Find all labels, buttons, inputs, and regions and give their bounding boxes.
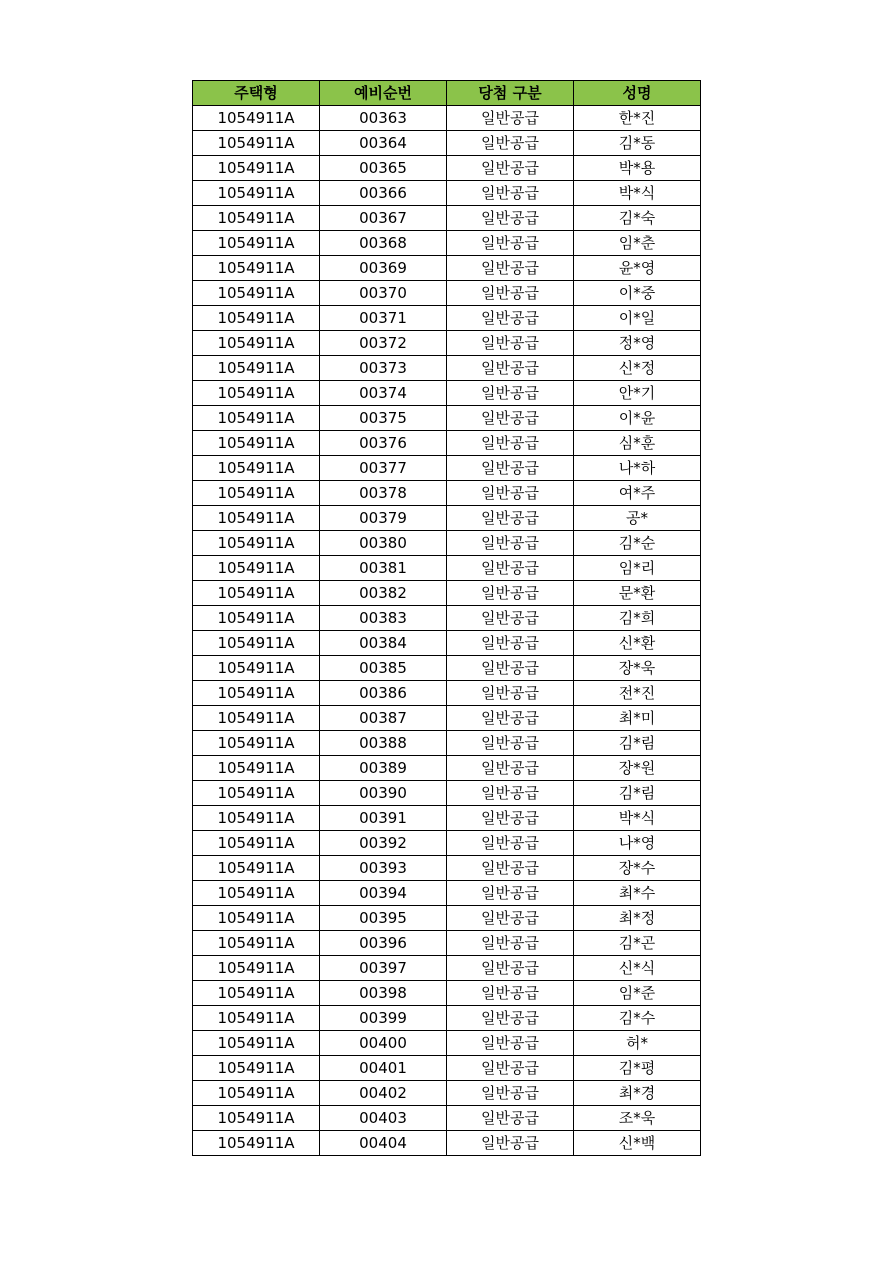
- cell-housing-type: 1054911A: [193, 1106, 320, 1131]
- cell-name: 김*순: [574, 531, 701, 556]
- table-row: [193, 431, 701, 456]
- cell-name: 임*리: [574, 556, 701, 581]
- cell-winning-category: 일반공급: [447, 281, 574, 306]
- cell-winning-category: 일반공급: [447, 881, 574, 906]
- table-header-row: [193, 81, 701, 106]
- cell-housing-type: 1054911A: [193, 181, 320, 206]
- cell-housing-type: 1054911A: [193, 106, 320, 131]
- cell-winning-category: 일반공급: [447, 656, 574, 681]
- table-row: [193, 456, 701, 481]
- cell-winning-category: 일반공급: [447, 181, 574, 206]
- cell-housing-type: 1054911A: [193, 606, 320, 631]
- cell-reserve-number: 00403: [320, 1106, 447, 1131]
- cell-winning-category: 일반공급: [447, 506, 574, 531]
- cell-name: 여*주: [574, 481, 701, 506]
- cell-name: 조*욱: [574, 1106, 701, 1131]
- cell-name: 허*: [574, 1031, 701, 1056]
- table-row: [193, 281, 701, 306]
- cell-housing-type: 1054911A: [193, 1131, 320, 1156]
- table-row: [193, 606, 701, 631]
- cell-reserve-number: 00399: [320, 1006, 447, 1031]
- cell-reserve-number: 00378: [320, 481, 447, 506]
- table-row: [193, 506, 701, 531]
- cell-reserve-number: 00382: [320, 581, 447, 606]
- cell-winning-category: 일반공급: [447, 781, 574, 806]
- cell-housing-type: 1054911A: [193, 556, 320, 581]
- cell-winning-category: 일반공급: [447, 606, 574, 631]
- cell-name: 나*하: [574, 456, 701, 481]
- cell-name: 신*환: [574, 631, 701, 656]
- cell-housing-type: 1054911A: [193, 1056, 320, 1081]
- cell-reserve-number: 00383: [320, 606, 447, 631]
- cell-housing-type: 1054911A: [193, 356, 320, 381]
- reserve-list-table: [192, 80, 701, 1156]
- cell-name: 장*원: [574, 756, 701, 781]
- cell-housing-type: 1054911A: [193, 481, 320, 506]
- table-row: [193, 481, 701, 506]
- cell-winning-category: 일반공급: [447, 681, 574, 706]
- cell-winning-category: 일반공급: [447, 581, 574, 606]
- table-row: [193, 706, 701, 731]
- cell-reserve-number: 00400: [320, 1031, 447, 1056]
- cell-reserve-number: 00387: [320, 706, 447, 731]
- cell-winning-category: 일반공급: [447, 556, 574, 581]
- table-row: [193, 781, 701, 806]
- table-row: [193, 256, 701, 281]
- cell-winning-category: 일반공급: [447, 156, 574, 181]
- cell-reserve-number: 00366: [320, 181, 447, 206]
- table-row: [193, 581, 701, 606]
- cell-winning-category: 일반공급: [447, 856, 574, 881]
- table-row: [193, 356, 701, 381]
- cell-housing-type: 1054911A: [193, 781, 320, 806]
- cell-winning-category: 일반공급: [447, 431, 574, 456]
- cell-winning-category: 일반공급: [447, 381, 574, 406]
- table-row: [193, 156, 701, 181]
- cell-name: 김*수: [574, 1006, 701, 1031]
- cell-reserve-number: 00398: [320, 981, 447, 1006]
- cell-housing-type: 1054911A: [193, 706, 320, 731]
- cell-reserve-number: 00385: [320, 656, 447, 681]
- cell-reserve-number: 00372: [320, 331, 447, 356]
- table-row: [193, 1006, 701, 1031]
- cell-name: 이*일: [574, 306, 701, 331]
- cell-winning-category: 일반공급: [447, 831, 574, 856]
- cell-name: 김*림: [574, 781, 701, 806]
- cell-name: 최*정: [574, 906, 701, 931]
- cell-winning-category: 일반공급: [447, 1006, 574, 1031]
- cell-name: 임*춘: [574, 231, 701, 256]
- cell-housing-type: 1054911A: [193, 1006, 320, 1031]
- table-row: [193, 931, 701, 956]
- cell-name: 공*: [574, 506, 701, 531]
- cell-winning-category: 일반공급: [447, 731, 574, 756]
- cell-housing-type: 1054911A: [193, 531, 320, 556]
- table-row: [193, 906, 701, 931]
- cell-winning-category: 일반공급: [447, 531, 574, 556]
- cell-winning-category: 일반공급: [447, 306, 574, 331]
- cell-housing-type: 1054911A: [193, 831, 320, 856]
- cell-reserve-number: 00393: [320, 856, 447, 881]
- cell-reserve-number: 00371: [320, 306, 447, 331]
- cell-winning-category: 일반공급: [447, 756, 574, 781]
- table-row: [193, 631, 701, 656]
- cell-reserve-number: 00379: [320, 506, 447, 531]
- cell-reserve-number: 00395: [320, 906, 447, 931]
- cell-housing-type: 1054911A: [193, 1081, 320, 1106]
- cell-name: 신*정: [574, 356, 701, 381]
- cell-name: 나*영: [574, 831, 701, 856]
- cell-name: 김*평: [574, 1056, 701, 1081]
- table-row: [193, 331, 701, 356]
- cell-name: 신*식: [574, 956, 701, 981]
- cell-winning-category: 일반공급: [447, 256, 574, 281]
- table-row: [193, 381, 701, 406]
- table-row: [193, 1081, 701, 1106]
- cell-reserve-number: 00401: [320, 1056, 447, 1081]
- table-row: [193, 656, 701, 681]
- cell-name: 장*수: [574, 856, 701, 881]
- cell-housing-type: 1054911A: [193, 806, 320, 831]
- cell-winning-category: 일반공급: [447, 231, 574, 256]
- cell-reserve-number: 00388: [320, 731, 447, 756]
- cell-winning-category: 일반공급: [447, 1106, 574, 1131]
- table-row: [193, 856, 701, 881]
- header-reserve-number: 예비순번: [320, 81, 447, 106]
- table-row: [193, 1031, 701, 1056]
- cell-name: 한*진: [574, 106, 701, 131]
- cell-winning-category: 일반공급: [447, 456, 574, 481]
- cell-housing-type: 1054911A: [193, 231, 320, 256]
- cell-reserve-number: 00392: [320, 831, 447, 856]
- cell-reserve-number: 00396: [320, 931, 447, 956]
- cell-winning-category: 일반공급: [447, 1131, 574, 1156]
- cell-name: 김*곤: [574, 931, 701, 956]
- cell-winning-category: 일반공급: [447, 631, 574, 656]
- table-row: [193, 806, 701, 831]
- cell-housing-type: 1054911A: [193, 281, 320, 306]
- cell-name: 윤*영: [574, 256, 701, 281]
- cell-name: 신*백: [574, 1131, 701, 1156]
- cell-winning-category: 일반공급: [447, 1056, 574, 1081]
- cell-reserve-number: 00363: [320, 106, 447, 131]
- cell-reserve-number: 00373: [320, 356, 447, 381]
- table-row: [193, 206, 701, 231]
- table-row: [193, 406, 701, 431]
- cell-winning-category: 일반공급: [447, 806, 574, 831]
- cell-name: 이*중: [574, 281, 701, 306]
- table-row: [193, 831, 701, 856]
- cell-reserve-number: 00377: [320, 456, 447, 481]
- table-row: [193, 231, 701, 256]
- cell-housing-type: 1054911A: [193, 406, 320, 431]
- cell-name: 최*수: [574, 881, 701, 906]
- table-row: [193, 1106, 701, 1131]
- cell-housing-type: 1054911A: [193, 856, 320, 881]
- cell-reserve-number: 00386: [320, 681, 447, 706]
- cell-housing-type: 1054911A: [193, 506, 320, 531]
- cell-name: 최*경: [574, 1081, 701, 1106]
- cell-housing-type: 1054911A: [193, 1031, 320, 1056]
- cell-winning-category: 일반공급: [447, 931, 574, 956]
- table-row: [193, 106, 701, 131]
- table-row: [193, 531, 701, 556]
- cell-name: 임*준: [574, 981, 701, 1006]
- cell-name: 안*기: [574, 381, 701, 406]
- cell-name: 박*식: [574, 181, 701, 206]
- cell-winning-category: 일반공급: [447, 956, 574, 981]
- cell-housing-type: 1054911A: [193, 206, 320, 231]
- cell-housing-type: 1054911A: [193, 656, 320, 681]
- cell-reserve-number: 00375: [320, 406, 447, 431]
- cell-name: 박*식: [574, 806, 701, 831]
- cell-reserve-number: 00404: [320, 1131, 447, 1156]
- cell-winning-category: 일반공급: [447, 1081, 574, 1106]
- cell-housing-type: 1054911A: [193, 306, 320, 331]
- cell-housing-type: 1054911A: [193, 331, 320, 356]
- cell-winning-category: 일반공급: [447, 106, 574, 131]
- table-row: [193, 131, 701, 156]
- cell-name: 김*숙: [574, 206, 701, 231]
- cell-name: 김*희: [574, 606, 701, 631]
- cell-name: 박*용: [574, 156, 701, 181]
- header-winning-category: 당첨 구분: [447, 81, 574, 106]
- cell-reserve-number: 00391: [320, 806, 447, 831]
- cell-winning-category: 일반공급: [447, 356, 574, 381]
- cell-reserve-number: 00402: [320, 1081, 447, 1106]
- cell-reserve-number: 00369: [320, 256, 447, 281]
- cell-winning-category: 일반공급: [447, 981, 574, 1006]
- cell-winning-category: 일반공급: [447, 206, 574, 231]
- cell-reserve-number: 00384: [320, 631, 447, 656]
- cell-reserve-number: 00390: [320, 781, 447, 806]
- cell-housing-type: 1054911A: [193, 456, 320, 481]
- cell-name: 전*진: [574, 681, 701, 706]
- cell-reserve-number: 00380: [320, 531, 447, 556]
- cell-winning-category: 일반공급: [447, 131, 574, 156]
- cell-name: 김*림: [574, 731, 701, 756]
- cell-housing-type: 1054911A: [193, 256, 320, 281]
- cell-name: 최*미: [574, 706, 701, 731]
- cell-reserve-number: 00364: [320, 131, 447, 156]
- cell-name: 문*환: [574, 581, 701, 606]
- cell-reserve-number: 00394: [320, 881, 447, 906]
- cell-winning-category: 일반공급: [447, 906, 574, 931]
- cell-name: 김*동: [574, 131, 701, 156]
- cell-housing-type: 1054911A: [193, 931, 320, 956]
- table-row: [193, 956, 701, 981]
- header-name: 성명: [574, 81, 701, 106]
- table-row: [193, 981, 701, 1006]
- cell-name: 심*훈: [574, 431, 701, 456]
- cell-name: 장*욱: [574, 656, 701, 681]
- cell-winning-category: 일반공급: [447, 481, 574, 506]
- cell-name: 정*영: [574, 331, 701, 356]
- cell-housing-type: 1054911A: [193, 881, 320, 906]
- cell-winning-category: 일반공급: [447, 331, 574, 356]
- cell-reserve-number: 00370: [320, 281, 447, 306]
- header-housing-type: 주택형: [193, 81, 320, 106]
- table-row: [193, 556, 701, 581]
- cell-reserve-number: 00368: [320, 231, 447, 256]
- table-row: [193, 1056, 701, 1081]
- cell-winning-category: 일반공급: [447, 706, 574, 731]
- cell-housing-type: 1054911A: [193, 631, 320, 656]
- table-row: [193, 881, 701, 906]
- cell-housing-type: 1054911A: [193, 731, 320, 756]
- cell-reserve-number: 00367: [320, 206, 447, 231]
- cell-name: 이*윤: [574, 406, 701, 431]
- cell-housing-type: 1054911A: [193, 581, 320, 606]
- cell-winning-category: 일반공급: [447, 1031, 574, 1056]
- table-row: [193, 181, 701, 206]
- cell-housing-type: 1054911A: [193, 381, 320, 406]
- table-row: [193, 731, 701, 756]
- cell-housing-type: 1054911A: [193, 681, 320, 706]
- cell-housing-type: 1054911A: [193, 131, 320, 156]
- cell-winning-category: 일반공급: [447, 406, 574, 431]
- cell-housing-type: 1054911A: [193, 956, 320, 981]
- cell-reserve-number: 00376: [320, 431, 447, 456]
- table-row: [193, 306, 701, 331]
- cell-reserve-number: 00365: [320, 156, 447, 181]
- cell-housing-type: 1054911A: [193, 431, 320, 456]
- table-row: [193, 756, 701, 781]
- cell-reserve-number: 00381: [320, 556, 447, 581]
- cell-housing-type: 1054911A: [193, 756, 320, 781]
- cell-housing-type: 1054911A: [193, 981, 320, 1006]
- table-row: [193, 1131, 701, 1156]
- cell-reserve-number: 00374: [320, 381, 447, 406]
- table-row: [193, 681, 701, 706]
- cell-reserve-number: 00397: [320, 956, 447, 981]
- cell-housing-type: 1054911A: [193, 156, 320, 181]
- cell-reserve-number: 00389: [320, 756, 447, 781]
- cell-housing-type: 1054911A: [193, 906, 320, 931]
